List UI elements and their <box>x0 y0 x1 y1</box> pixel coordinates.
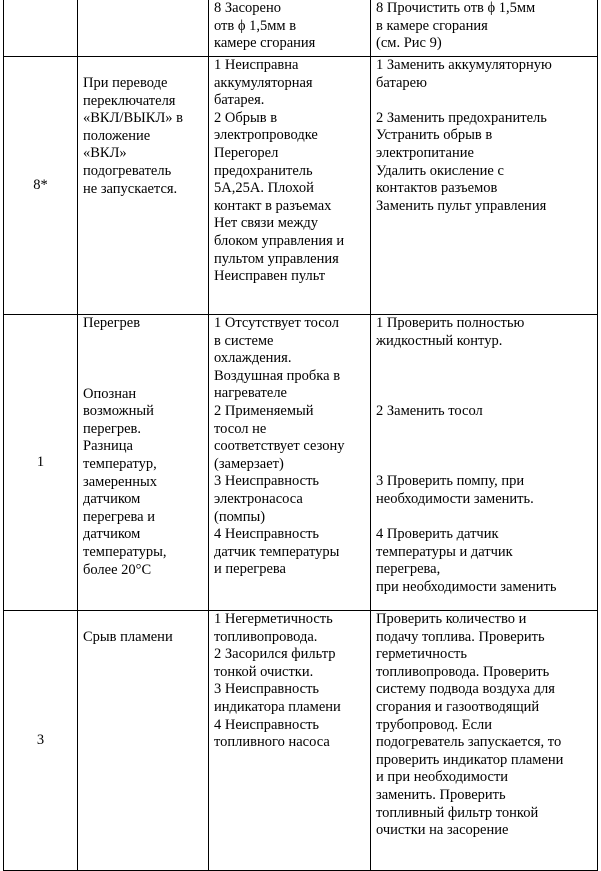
symptom-title: Перегрев <box>83 315 141 331</box>
table-row <box>4 611 598 871</box>
remedy-cell: 8 Прочистить отв ϕ 1,5мм в камере сгорания (см. Рис 9) <box>371 0 598 57</box>
remedy-cell: 1 Заменить аккумуляторную батарею 2 Заменить предохранитель Устранить обрыв в электропитание Удалить окисление с контактов разъемов Заменить пульт управления <box>371 57 598 315</box>
table-row <box>4 0 598 57</box>
cause-cell: 1 Отсутствует тосол в системе охлаждения. Воздушная пробка в нагревателе 2 Применяемый тосол не соответствует сезону (замерзает) 3 Неисправность электронасоса (помпы) 4 Неисправность датчик температуры и перегрева <box>209 315 371 611</box>
cause-cell: 8 Засорено отв ϕ 1,5мм в камере сгорания <box>209 0 371 57</box>
cause-cell: 1 Неисправна аккумуляторная батарея. 2 Обрыв в электропроводке Перегорел предохранитель 5А,25А. Плохой контакт в разъемах Нет связи между блоком управления и пультом управления Неисправен пульт <box>209 57 371 315</box>
remedy-cell: 1 Проверить полностью жидкостный контур. 2 Заменить тосол 3 Проверить помпу, при необходимости заменить. 4 Проверить датчик температуры и датчик перегрева, при необходимости заменить <box>371 315 598 611</box>
symptom-description: Срыв пламени <box>83 629 173 645</box>
symptom-cell <box>78 611 209 871</box>
symptom-cell <box>78 315 209 611</box>
error-code-cell: 1 <box>4 315 78 611</box>
troubleshooting-table <box>3 0 598 871</box>
error-code-cell: 3 <box>4 611 78 871</box>
cause-cell: 1 Негерметичность топливопровода. 2 Засорился фильтр тонкой очистки. 3 Неисправность индикатора пламени 4 Неисправность топливного насоса <box>209 611 371 871</box>
symptom-cell: При переводе переключателя «ВКЛ/ВЫКЛ» в положение «ВКЛ» подогреватель не запускается. <box>78 57 209 315</box>
error-code-cell: 8* <box>4 57 78 315</box>
table-row <box>4 57 598 315</box>
symptom-cell <box>78 0 209 57</box>
error-code-cell <box>4 0 78 57</box>
table-row <box>4 315 598 611</box>
remedy-cell: Проверить количество и подачу топлива. Проверить герметичность топливопровода. Проверить систему подвода воздуха для сгорания и газоотводящий трубопровод. Если подогреватель запускается, то проверить индикатор пламени и при необходимости заменить. Проверить топливный фильтр тонкой очистки на засорение <box>371 611 598 871</box>
symptom-description: Опознан возможный перегрев. Разница температур, замеренных датчиком перегрева и датчиком температуры, более 20°С <box>83 385 167 578</box>
